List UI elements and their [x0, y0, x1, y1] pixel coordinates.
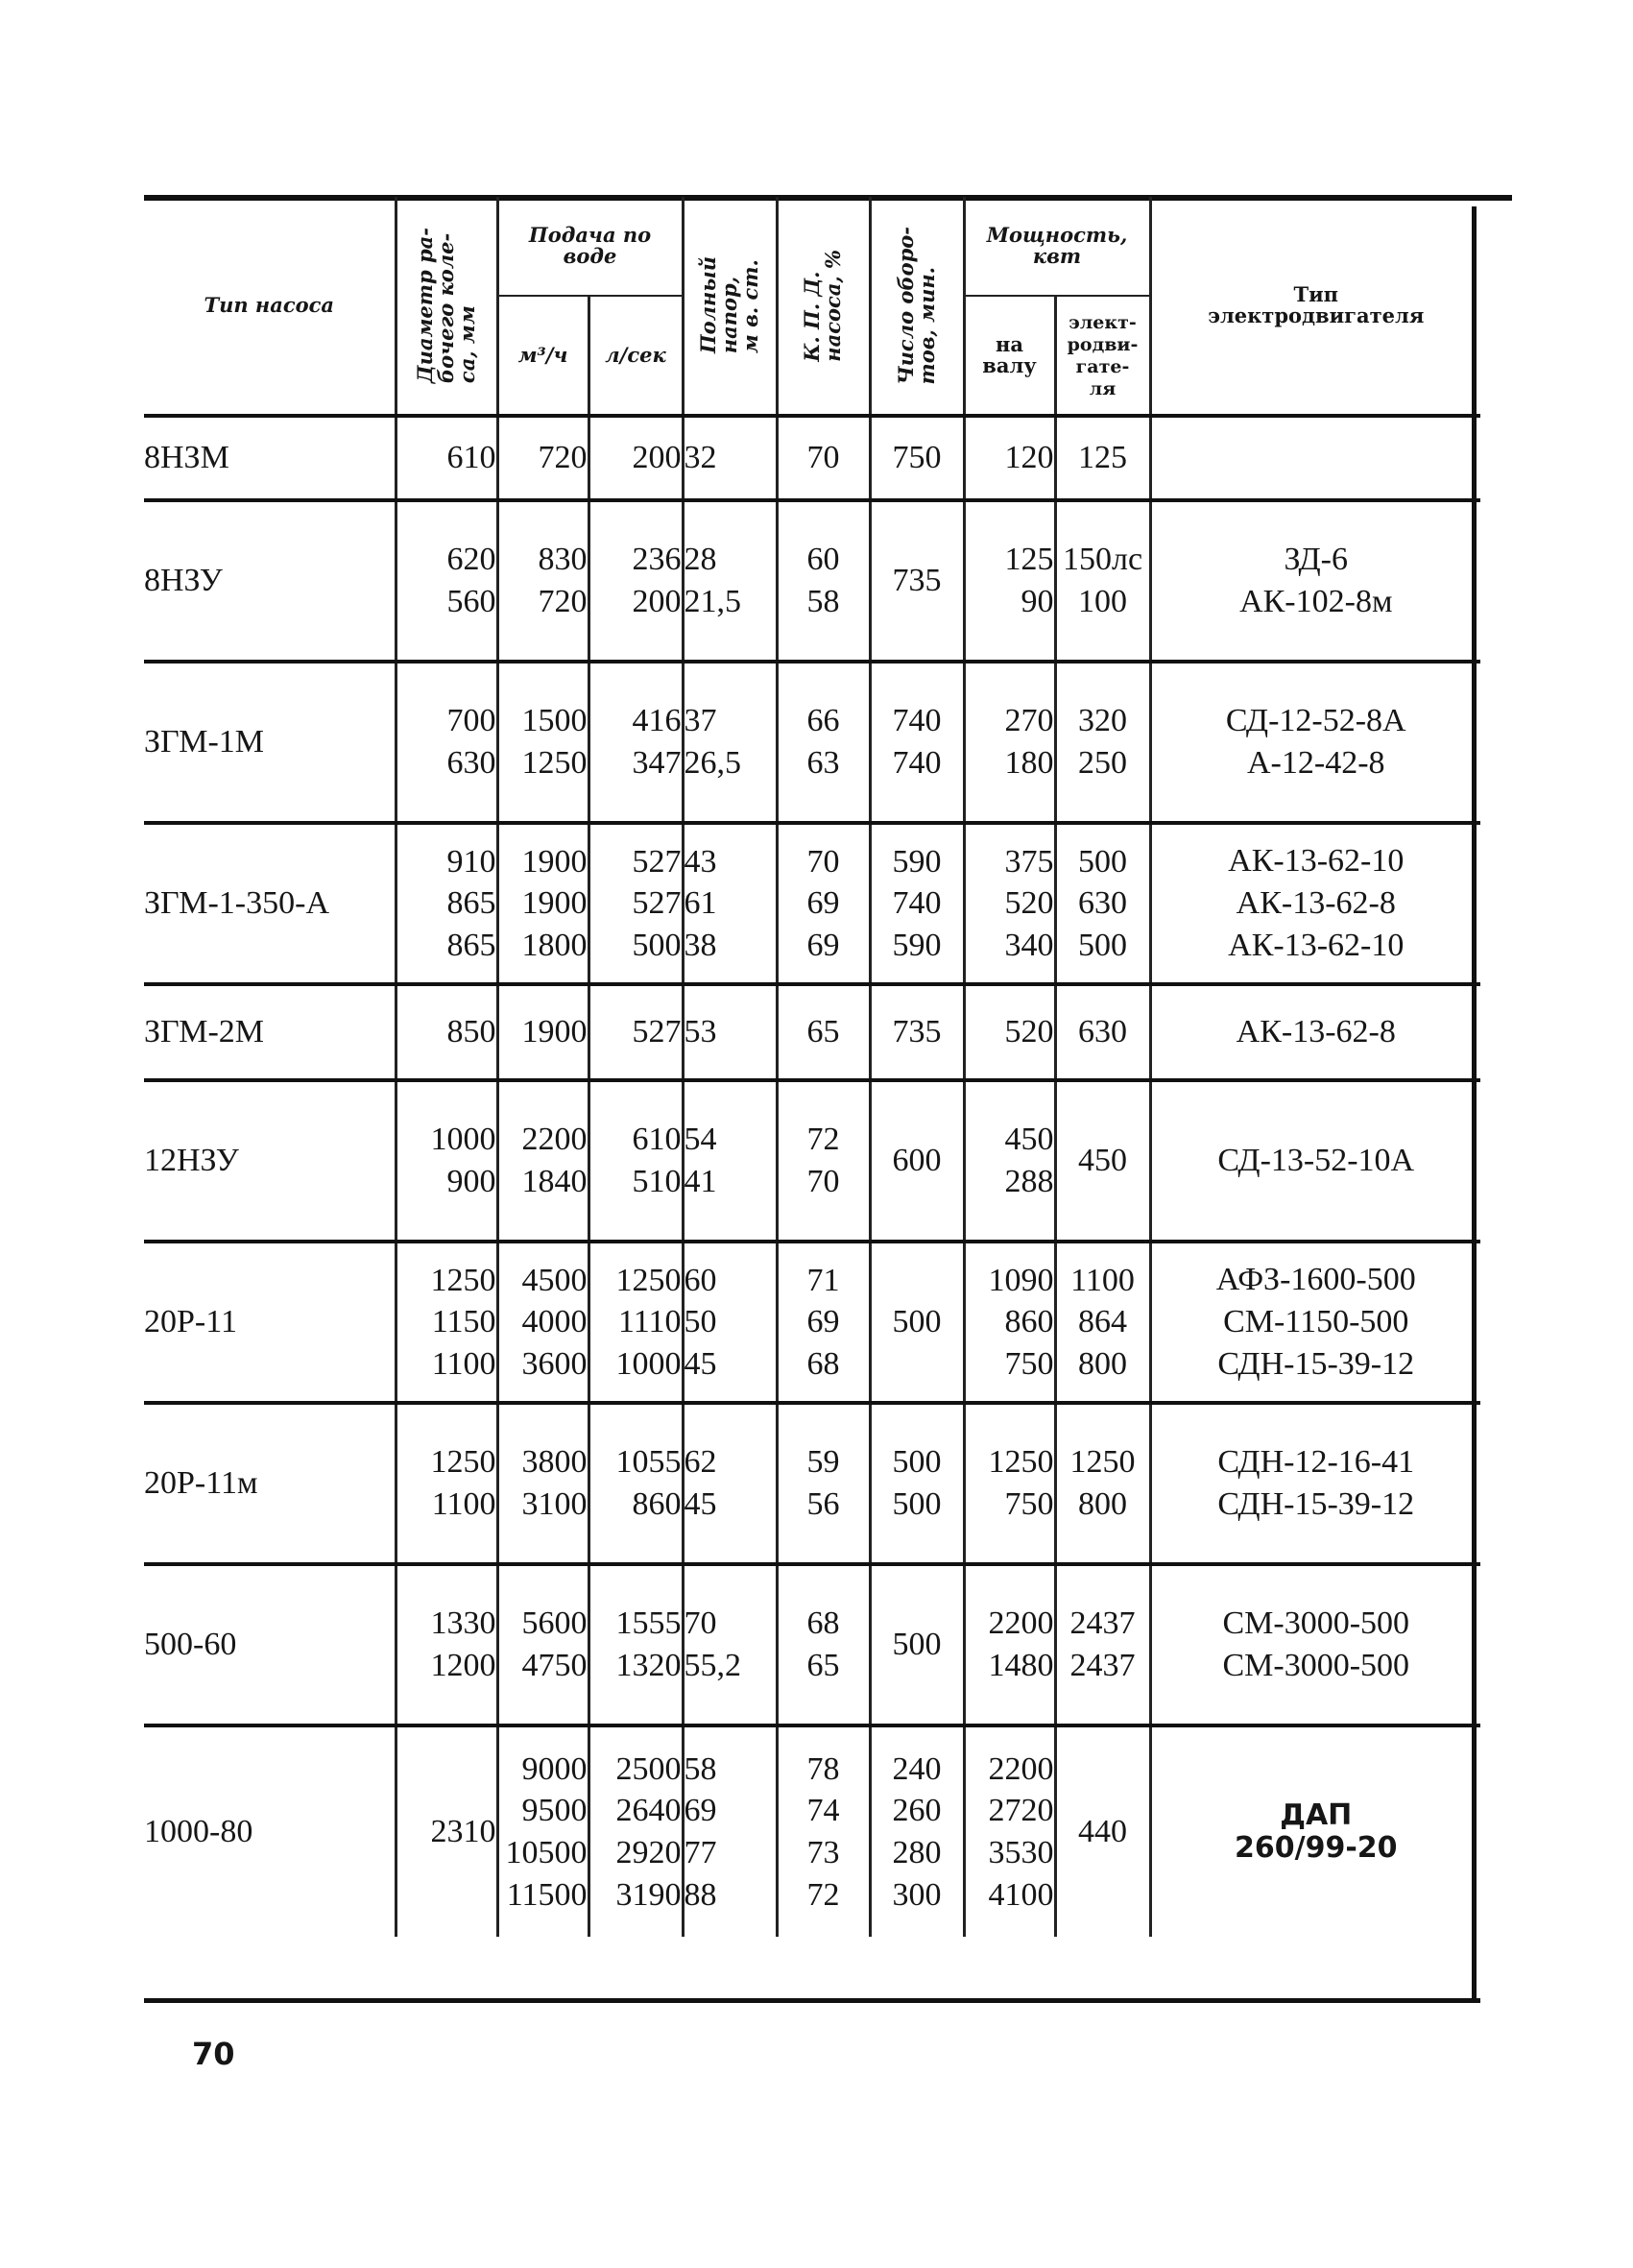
cell-speed: 500 500: [870, 1403, 964, 1564]
pump-specifications-table: [144, 197, 1480, 1937]
cell-speed: 240 260 280 300: [870, 1725, 964, 1937]
table-row: [144, 1403, 1480, 1564]
cell-pump-name: ЗГМ-2М: [144, 984, 396, 1080]
cell-head: 53: [683, 984, 777, 1080]
page-number: 70: [192, 2036, 235, 2072]
cell-impeller-diameter: 2310: [396, 1725, 497, 1937]
cell-power-motor: 500 630 500: [1055, 823, 1150, 984]
cell-power-shaft: 120: [964, 416, 1055, 500]
cell-efficiency: 68 65: [777, 1564, 870, 1725]
cell-impeller-diameter: 700 630: [396, 662, 497, 823]
header-pump-type: Тип насоса: [144, 197, 396, 416]
cell-efficiency: 70 69 69: [777, 823, 870, 984]
cell-speed: 590 740 590: [870, 823, 964, 984]
cell-head: 28 21,5: [683, 500, 777, 662]
table-row: [144, 823, 1480, 984]
cell-flow-m3h: 1900 1900 1800: [497, 823, 588, 984]
cell-efficiency: 66 63: [777, 662, 870, 823]
header-power-shaft: на валу: [964, 296, 1055, 416]
cell-flow-m3h: 830 720: [497, 500, 588, 662]
header-impeller-diameter: Диаметр ра- бочего коле- са, мм: [396, 197, 497, 416]
cell-power-shaft: 520: [964, 984, 1055, 1080]
cell-speed: 735: [870, 984, 964, 1080]
cell-pump-name: 1000-80: [144, 1725, 396, 1937]
cell-flow-ls: 236 200: [588, 500, 683, 662]
cell-impeller-diameter: 1000 900: [396, 1080, 497, 1242]
header-head: Полный напор, м в. ст.: [683, 197, 777, 416]
cell-flow-ls: 610 510: [588, 1080, 683, 1242]
cell-pump-name: 8НЗМ: [144, 440, 229, 476]
cell-power-shaft: 125 90: [964, 500, 1055, 662]
cell-efficiency: 70: [777, 416, 870, 500]
header-efficiency: К. П. Д. насоса, %: [777, 197, 870, 416]
cell-impeller-diameter: 610: [396, 416, 497, 500]
cell-speed: 500: [870, 1242, 964, 1403]
cell-head: 54 41: [683, 1080, 777, 1242]
cell-motor-type: СД-13-52-10А: [1150, 1080, 1480, 1242]
cell-power-motor: 125: [1055, 416, 1150, 500]
cell-motor-type: АФЗ-1600-500 СМ-1150-500 СДН-15-39-12: [1150, 1242, 1480, 1403]
header-motor-type: Тип электродвигателя: [1150, 197, 1480, 416]
cell-head: 70 55,2: [683, 1564, 777, 1725]
cell-impeller-diameter: 910 865 865: [396, 823, 497, 984]
cell-flow-ls: 1250 1110 1000: [588, 1242, 683, 1403]
cell-pump-name: 12НЗУ: [144, 1080, 396, 1242]
cell-flow-m3h: 3800 3100: [497, 1403, 588, 1564]
cell-power-shaft: 2200 1480: [964, 1564, 1055, 1725]
header-power: Мощность, квт: [964, 197, 1150, 296]
cell-motor-type: СДН-12-16-41 СДН-15-39-12: [1150, 1403, 1480, 1564]
cell-power-shaft: 1250 750: [964, 1403, 1055, 1564]
cell-head: 37 26,5: [683, 662, 777, 823]
cell-pump-name: 500-60: [144, 1564, 396, 1725]
cell-pump-name: 20Р-11: [144, 1242, 396, 1403]
table-row: [144, 984, 1480, 1080]
table-row: [144, 1242, 1480, 1403]
cell-efficiency: 65: [777, 984, 870, 1080]
cell-flow-m3h: 9000 9500 10500 11500: [497, 1725, 588, 1937]
table-row: [144, 1080, 1480, 1242]
cell-impeller-diameter: 620 560: [396, 500, 497, 662]
cell-flow-m3h: 4500 4000 3600: [497, 1242, 588, 1403]
cell-head: 58 69 77 88: [683, 1725, 777, 1937]
cell-flow-ls: 200: [588, 416, 683, 500]
cell-flow-ls: 416 347: [588, 662, 683, 823]
cell-motor-type: [1150, 416, 1480, 500]
cell-flow-m3h: 2200 1840: [497, 1080, 588, 1242]
table-body: [144, 416, 1480, 1937]
cell-power-motor: 150лс 100: [1055, 500, 1150, 662]
cell-head: 60 50 45: [683, 1242, 777, 1403]
cell-speed: 740 740: [870, 662, 964, 823]
cell-efficiency: 72 70: [777, 1080, 870, 1242]
cell-efficiency: 59 56: [777, 1403, 870, 1564]
table-row: [144, 1725, 1480, 1937]
table-row: [144, 1564, 1480, 1725]
table-row: [144, 500, 1480, 662]
cell-flow-ls: 1055 860: [588, 1403, 683, 1564]
table-header: [144, 197, 1480, 416]
cell-power-motor: 450: [1055, 1080, 1150, 1242]
header-power-motor: элект- родви- гате- ля: [1055, 296, 1150, 416]
cell-power-shaft: 1090 860 750: [964, 1242, 1055, 1403]
cell-pump-name: ЗГМ-1М: [144, 662, 396, 823]
cell-speed: 750: [870, 416, 964, 500]
table-row: [144, 662, 1480, 823]
cell-flow-ls: 2500 2640 2920 3190: [588, 1725, 683, 1937]
cell-efficiency: 71 69 68: [777, 1242, 870, 1403]
cell-pump-name: 20Р-11м: [144, 1403, 396, 1564]
cell-impeller-diameter: 1330 1200: [396, 1564, 497, 1725]
cell-impeller-diameter: 1250 1100: [396, 1403, 497, 1564]
cell-motor-type: ЗД-6 АК-102-8м: [1150, 500, 1480, 662]
cell-power-motor: 1100 864 800: [1055, 1242, 1150, 1403]
cell-speed: 600: [870, 1080, 964, 1242]
cell-motor-type: ДАП 260/99-20: [1150, 1725, 1480, 1937]
cell-flow-ls: 527: [588, 984, 683, 1080]
cell-motor-type: АК-13-62-10 АК-13-62-8 АК-13-62-10: [1150, 823, 1480, 984]
cell-power-motor: 1250 800: [1055, 1403, 1150, 1564]
header-speed: Число оборо- тов, мин.: [870, 197, 964, 416]
cell-flow-m3h: 1500 1250: [497, 662, 588, 823]
cell-flow-m3h: 5600 4750: [497, 1564, 588, 1725]
cell-flow-m3h: 1900: [497, 984, 588, 1080]
header-flow: Подача по воде: [497, 197, 683, 296]
cell-motor-type: АК-13-62-8: [1150, 984, 1480, 1080]
table-bottom-rule: [144, 1998, 1480, 2003]
cell-power-shaft: 375 520 340: [964, 823, 1055, 984]
cell-speed: 500: [870, 1564, 964, 1725]
cell-impeller-diameter: 850: [396, 984, 497, 1080]
cell-flow-ls: 1555 1320: [588, 1564, 683, 1725]
header-flow-m3h: м³/ч: [497, 296, 588, 416]
cell-pump-name: 8НЗУ: [144, 500, 396, 662]
cell-impeller-diameter: 1250 1150 1100: [396, 1242, 497, 1403]
cell-power-shaft: 270 180: [964, 662, 1055, 823]
cell-power-motor: 440: [1055, 1725, 1150, 1937]
cell-power-shaft: 2200 2720 3530 4100: [964, 1725, 1055, 1937]
cell-efficiency: 78 74 73 72: [777, 1725, 870, 1937]
cell-speed: 735: [870, 500, 964, 662]
cell-head: 43 61 38: [683, 823, 777, 984]
cell-efficiency: 60 58: [777, 500, 870, 662]
table-row: [144, 416, 1480, 500]
cell-power-shaft: 450 288: [964, 1080, 1055, 1242]
cell-power-motor: 320 250: [1055, 662, 1150, 823]
cell-motor-type: СМ-3000-500 СМ-3000-500: [1150, 1564, 1480, 1725]
cell-power-motor: 2437 2437: [1055, 1564, 1150, 1725]
cell-head: 32: [683, 416, 777, 500]
cell-pump-name: ЗГМ-1-350-А: [144, 823, 396, 984]
cell-flow-m3h: 720: [497, 416, 588, 500]
cell-flow-ls: 527 527 500: [588, 823, 683, 984]
cell-power-motor: 630: [1055, 984, 1150, 1080]
cell-head: 62 45: [683, 1403, 777, 1564]
header-flow-ls: л/сек: [588, 296, 683, 416]
cell-motor-type: СД-12-52-8А А-12-42-8: [1150, 662, 1480, 823]
